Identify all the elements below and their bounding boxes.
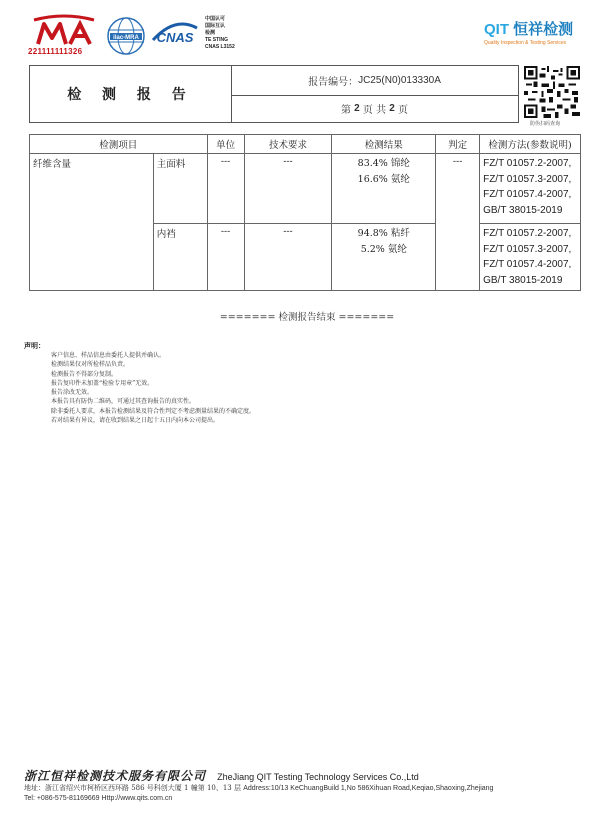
declaration-line: 报告涂改无效。 — [51, 389, 94, 397]
method-cell — [480, 224, 581, 291]
result-line: 83.4% 锦纶 — [357, 158, 410, 169]
address-cn: 浙江省绍兴市柯桥区西环路 586 号科创大厦 1 幢第 10、13 层 — [45, 784, 241, 792]
unit-value: --- — [207, 224, 244, 291]
page-indicator: 第 2 页 共 2 页 — [340, 103, 409, 116]
header-test-item: 检测项目 — [30, 135, 208, 154]
brand-prefix: QIT — [484, 21, 509, 38]
cnas-logo — [151, 20, 199, 46]
part-name: 主面料 — [153, 154, 207, 224]
footer-address: 地址：浙江省绍兴市柯桥区西环路 586 号科创大厦 1 幢第 10、13 层 Address:10/13 KeChuangBuild 1,No 586Xihuan Road,Keqiao,Shaoxing,Zhejiang Tel: +086-575-81169669 Http://www.qits.com.cn — [24, 784, 494, 802]
declaration-line: 若对结果有异议，请在收到结果之日起十五日内向本公司提出。 — [51, 417, 220, 425]
ilac-label: ilac-MRA — [113, 34, 139, 41]
qr-caption: 防伪扫码查询 — [530, 121, 561, 127]
qr-code-icon — [524, 66, 580, 118]
page-total: 2 — [389, 103, 395, 114]
result-line: 94.8% 粘纤 — [357, 228, 410, 239]
header-method: 检测方法(参数说明) — [480, 135, 581, 154]
cnas-label: CNAS — [156, 30, 194, 45]
result-cell — [332, 224, 436, 291]
declaration-line: 检测报告不得部分复制。 — [51, 370, 118, 378]
company-name-cn: 浙江恒祥检测技术服务有限公司 — [24, 769, 207, 783]
ilac-mra-logo — [106, 16, 146, 56]
part-name: 内裆 — [153, 224, 207, 291]
contact-line: Tel: +086-575-81169669 Http://www.qits.com.cn — [24, 795, 173, 802]
company-name-en: ZheJiang QIT Testing Technology Services Co.,Ltd — [217, 772, 419, 782]
brand-tagline: Quality Inspection & Testing Services — [484, 40, 567, 46]
result-line: 5.2% 氨纶 — [360, 243, 407, 255]
test-item: 纤维含量 — [30, 154, 154, 291]
declaration-line: 除非委托人要求，本报告检测结果及符合性判定不考虑测量结果的不确定度。 — [51, 407, 256, 415]
brand-cn-name: 恒祥检测 — [513, 21, 574, 38]
declaration-title: 声明： — [24, 341, 45, 350]
results-table — [29, 134, 581, 291]
report-header-box — [29, 65, 519, 123]
method-cell — [480, 154, 581, 224]
method-line: FZ/T 01057.3-2007, — [483, 243, 572, 255]
declaration-line: 本报告具有防伪二维码，可通过其查询报告的真实性。 — [51, 398, 196, 406]
report-number-label: 报告编号： — [308, 77, 359, 88]
report-number-row — [231, 66, 518, 96]
method-line: FZ/T 01057.2-2007, — [483, 228, 572, 239]
method-line: FZ/T 01057.4-2007, — [483, 259, 572, 270]
requirement-value: --- — [244, 154, 332, 224]
header-result: 检测结果 — [332, 135, 436, 154]
declaration-line: 检测结果仅对所检样品负责。 — [51, 361, 130, 369]
page-current: 2 — [354, 103, 360, 114]
declaration-line: 客户信息、样品信息由委托人提供并确认。 — [51, 352, 166, 359]
method-line: GB/T 38015-2019 — [483, 274, 563, 286]
header-requirement: 技术要求 — [244, 135, 332, 154]
table-row — [30, 154, 581, 224]
address-en: Address:10/13 KeChuangBuild 1,No 586Xihuan Road,Keqiao,Shaoxing,Zhejiang — [243, 785, 494, 792]
qit-brand-logo — [484, 18, 573, 46]
method-line: FZ/T 01057.4-2007, — [483, 189, 572, 200]
accreditation-text: 中国认可 国际互认 检测 TE STING CNAS L3152 — [205, 16, 235, 50]
report-end-marker: ======= 检测报告结束 ======= — [219, 312, 395, 323]
method-line: FZ/T 01057.3-2007, — [483, 173, 572, 185]
report-number: JC25(N0)013330A — [358, 75, 441, 86]
footer-company — [24, 765, 419, 784]
method-line: GB/T 38015-2019 — [483, 204, 563, 216]
unit-value: --- — [207, 154, 244, 224]
requirement-value: --- — [244, 224, 332, 291]
report-title: 检 测 报 告 — [30, 66, 232, 122]
header-unit: 单位 — [207, 135, 244, 154]
result-cell — [332, 154, 436, 224]
declaration-line: 报告复印件未加盖“检验专用章”无效。 — [51, 379, 154, 387]
cma-number: 221111111326 — [28, 47, 83, 56]
method-line: FZ/T 01057.2-2007, — [483, 158, 572, 169]
result-line: 16.6% 氨纶 — [357, 173, 410, 185]
table-header-row — [30, 135, 581, 154]
declaration-list — [51, 351, 255, 425]
judgement-value: --- — [436, 154, 480, 291]
header-judgement: 判定 — [436, 135, 480, 154]
